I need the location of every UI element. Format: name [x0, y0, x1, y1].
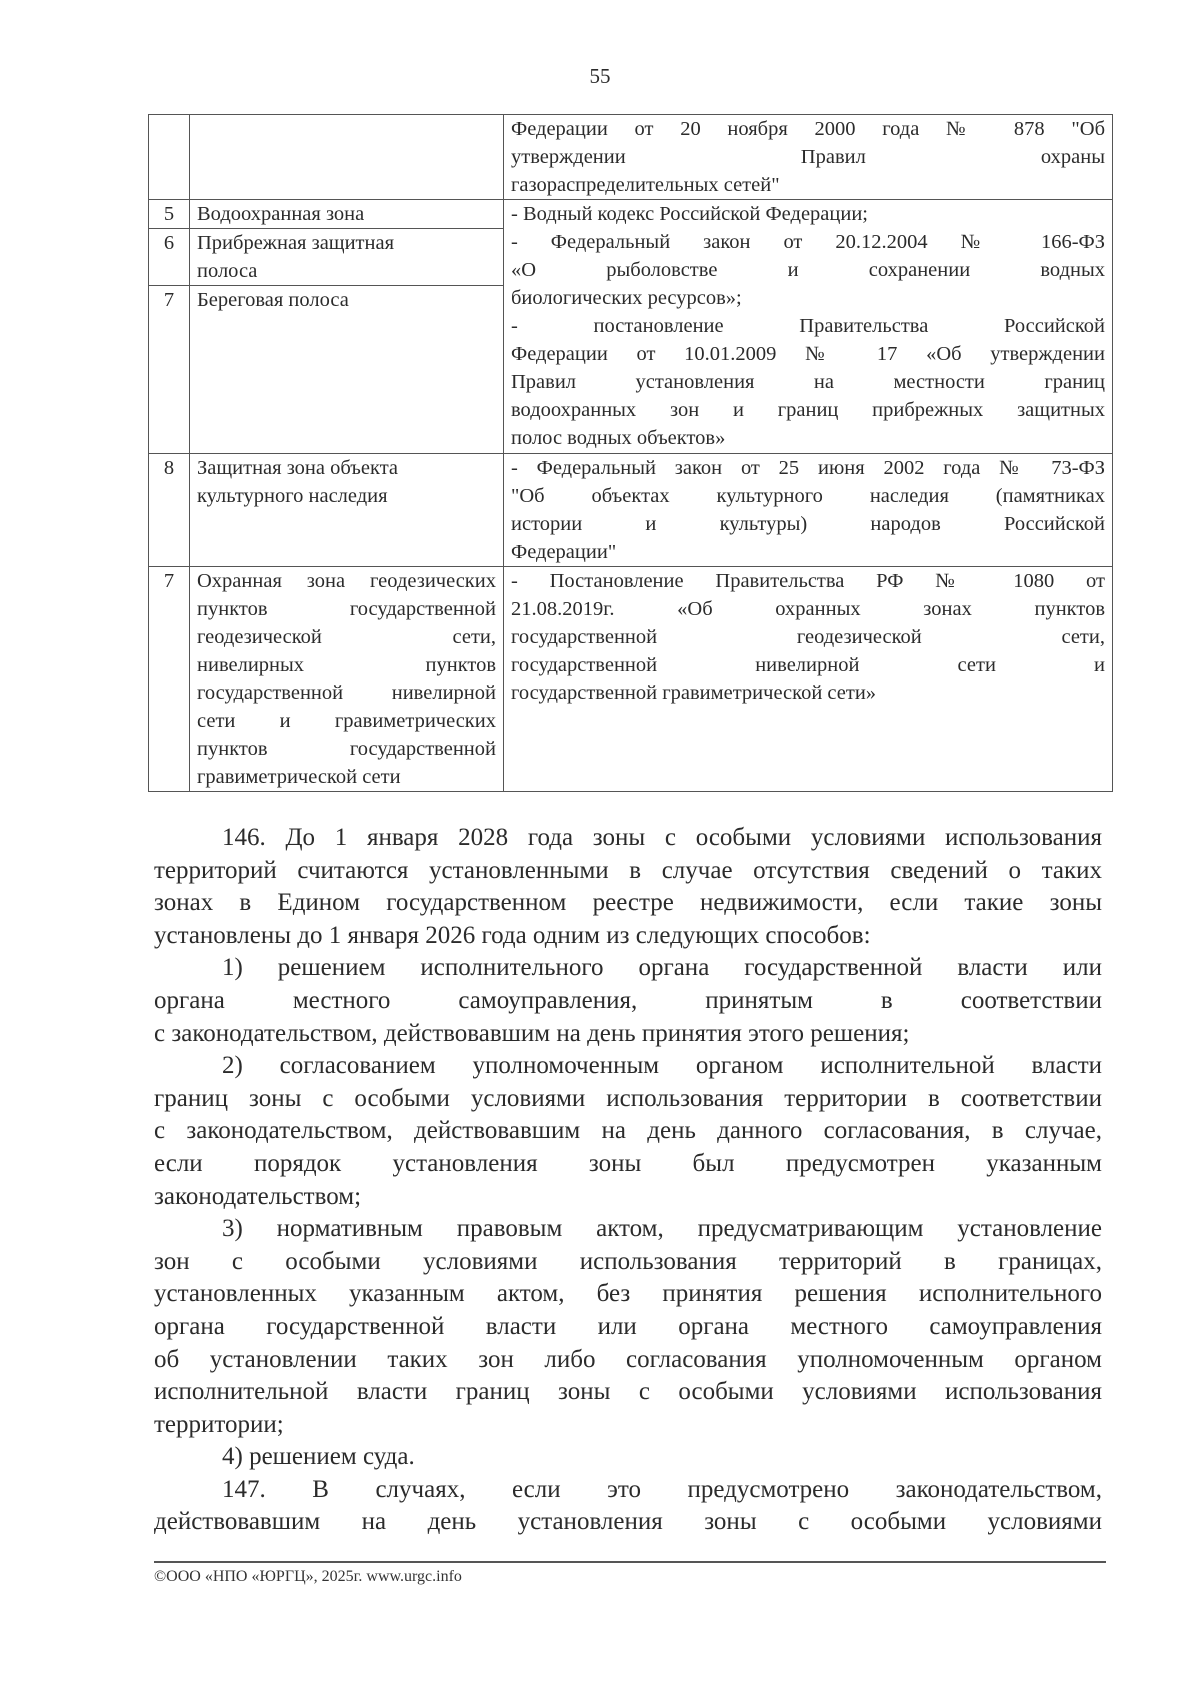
- zone-line: Береговая полоса: [197, 289, 349, 311]
- zone-line: сети и гравиметрических: [197, 710, 496, 732]
- doc-line: истории и культуры) народов Российской: [511, 513, 1105, 535]
- text-line: установленных указанным актом, без принятия решения исполнительного: [154, 1280, 1102, 1308]
- row-number-cell: 7: [149, 567, 190, 792]
- footer-divider: [154, 1561, 1106, 1563]
- doc-line: 21.08.2019г. «Об охранных зонах пунктов: [511, 598, 1105, 620]
- text-line: зонах в Едином государственном реестре недвижимости, если такие зоны: [154, 889, 1102, 917]
- zone-name-cell: [190, 567, 504, 792]
- text-line: установлены до 1 января 2026 года одним из следующих способов:: [154, 921, 871, 949]
- doc-line: Федерации": [511, 541, 617, 563]
- doc-line: Федерации от 20 ноября 2000 года № 878 "Об: [511, 118, 1105, 140]
- doc-line: государственной гравиметрической сети»: [511, 682, 877, 704]
- doc-line: - постановление Правительства Российской: [511, 315, 1105, 337]
- text-line: 146. До 1 января 2028 года зоны с особыми условиями использования: [222, 824, 1102, 851]
- doc-line: Федерации от 10.01.2009 № 17 «Об утверждении: [511, 343, 1105, 365]
- page-number: 55: [589, 64, 611, 88]
- doc-line: «О рыболовстве и сохранении водных: [511, 259, 1105, 281]
- table-row: [149, 567, 1113, 792]
- body-text: [154, 822, 1102, 1539]
- text-line: территорий считаются установленными в случае отсутствия сведений о таких: [154, 856, 1102, 884]
- zone-line: Охранная зона геодезических: [197, 570, 496, 592]
- zone-line: Водоохранная зона: [197, 203, 365, 225]
- documents-cell: [504, 200, 1113, 454]
- text-line: органа местного самоуправления, принятым в соответствии: [154, 986, 1102, 1014]
- doc-line: Правил установления на местности границ: [511, 371, 1105, 393]
- text-line: границ зоны с особыми условиями использования территории в соответствии: [154, 1084, 1102, 1112]
- text-line: действовавшим на день установления зоны с особыми условиями: [154, 1508, 1102, 1536]
- text-line: 3) нормативным правовым актом, предусматривающим установление: [222, 1215, 1102, 1243]
- zone-name-cell: [190, 229, 504, 286]
- text-line: если порядок установления зоны был предусмотрен указанным: [154, 1149, 1102, 1177]
- row-number-cell: 8: [149, 454, 190, 567]
- table-row: [149, 200, 1113, 229]
- paragraph-147: [154, 1474, 1102, 1539]
- list-item: [154, 1441, 1102, 1474]
- list-item: [154, 1213, 1102, 1441]
- text-line: законодательством;: [154, 1182, 362, 1210]
- zone-line: пунктов государственной: [197, 738, 496, 760]
- text-line: с законодательством, действовавшим на день данного согласования, в случае,: [154, 1117, 1102, 1145]
- zone-line: Прибрежная защитная: [197, 232, 395, 254]
- table-row: [149, 115, 1113, 200]
- footer-copyright: ©ООО «НПО «ЮРГЦ», 2025г. www.urgc.info: [154, 1568, 462, 1585]
- zone-line: пунктов государственной: [197, 598, 496, 620]
- row-number-cell: 5: [149, 200, 190, 229]
- text-line: территории;: [154, 1410, 284, 1438]
- text-line: 2) согласованием уполномоченным органом исполнительной власти: [222, 1052, 1102, 1080]
- doc-line: государственной нивелирной сети и: [511, 654, 1105, 676]
- zone-name-cell: [190, 115, 504, 200]
- text-line: об установлении таких зон либо согласования уполномоченным органом: [154, 1345, 1102, 1373]
- text-line: исполнительной власти границ зоны с особыми условиями использования: [154, 1378, 1102, 1406]
- zone-name-cell: [190, 286, 504, 454]
- doc-line: утверждении Правил охраны: [511, 146, 1105, 168]
- zone-name-cell: [190, 200, 504, 229]
- doc-line: государственной геодезической сети,: [511, 626, 1105, 648]
- row-number-cell: 7: [149, 286, 190, 454]
- text-line: органа государственной власти или органа местного самоуправления: [154, 1312, 1102, 1340]
- zone-line: геодезической сети,: [197, 626, 496, 648]
- text-line: зон с особыми условиями использования территорий в границах,: [154, 1247, 1102, 1275]
- documents-cell: [504, 567, 1113, 792]
- zone-line: государственной нивелирной: [197, 682, 496, 704]
- doc-line: - Водный кодекс Российской Федерации;: [511, 203, 868, 225]
- doc-line: водоохранных зон и границ прибрежных защитных: [511, 399, 1105, 421]
- documents-cell: [504, 115, 1113, 200]
- zones-table: [148, 114, 1113, 792]
- doc-line: - Постановление Правительства РФ № 1080 от: [511, 570, 1105, 592]
- list-item: [154, 1050, 1102, 1213]
- doc-line: - Федеральный закон от 25 июня 2002 года № 73-ФЗ: [511, 457, 1105, 479]
- list-item: [154, 952, 1102, 1050]
- row-number-cell: [149, 115, 190, 200]
- doc-line: биологических ресурсов»;: [511, 287, 742, 309]
- text-line: с законодательством, действовавшим на день принятия этого решения;: [154, 1019, 910, 1047]
- zone-name-cell: [190, 454, 504, 567]
- doc-line: "Об объектах культурного наследия (памятниках: [511, 485, 1105, 507]
- doc-line: полос водных объектов»: [511, 427, 726, 449]
- zone-line: полоса: [197, 260, 258, 282]
- text-line: 147. В случаях, если это предусмотрено законодательством,: [222, 1475, 1102, 1503]
- text-line: 1) решением исполнительного органа государственной власти или: [222, 954, 1102, 982]
- text-line: 4) решением суда.: [222, 1443, 415, 1471]
- doc-line: - Федеральный закон от 20.12.2004 № 166-ФЗ: [511, 231, 1105, 253]
- zone-line: культурного наследия: [197, 485, 388, 507]
- paragraph-146: [154, 822, 1102, 952]
- zone-line: нивелирных пунктов: [197, 654, 496, 676]
- zone-line: Защитная зона объекта: [197, 457, 398, 479]
- zone-line: гравиметрической сети: [197, 766, 401, 788]
- table-row: [149, 454, 1113, 567]
- row-number-cell: 6: [149, 229, 190, 286]
- documents-cell: [504, 454, 1113, 567]
- doc-line: газораспределительных сетей": [511, 174, 780, 196]
